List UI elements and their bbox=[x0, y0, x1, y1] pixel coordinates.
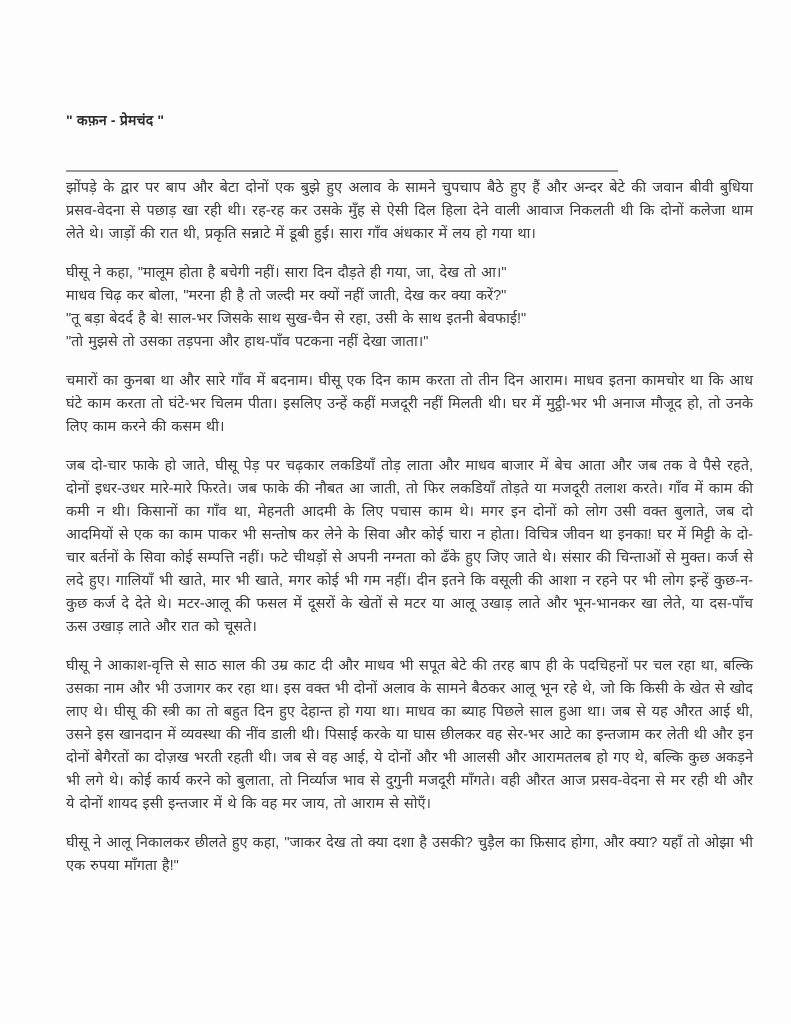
paragraph-family: घीसू ने आकाश-वृत्ति से साठ साल की उम्र काट दी और माधव भी सपूत बेटे की तरह बाप ही के पदचिहनों पर चल रहा था, बल्कि उसका नाम और भी उजागर कर रहा था। इस वक्त भी दोनों अलाव के सामने बैठकर आलू भून रहे थे, जो कि किसी के खेत से खोद लाए थे। घीसू की स्त्री का तो बहुत दिन हुए देहान्त हो गया था। माधव का ब्याह पिछले साल हुआ था। जब से यह औरत आई थी, उसने इस खानदान में व्यवस्था की नींव डाली थी। पिसाई करके या घास छीलकर वह सेर-भर आटे का इन्तजाम कर लेती थी और इन दोनों बेगैरतों का दोज़ख भरती रहती थी। जब से वह आई, ये दोनों और भी आलसी और आरामतलब हो गए थे, बल्कि कुछ अकड़ने भी लगे थे। कोई कार्य करने को बुलाता, तो निर्व्याज भाव से दुगुनी मजदूरी माँगते। वही औरत आज प्रसव-वेदना से मर रही थी और ये दोनों शायद इसी इन्तजार में थे कि वह मर जाय, तो आराम से सोएँ। bbox=[66, 658, 753, 812]
dialogue-line-1: घीसू ने कहा, "मालूम होता है बचेगी नहीं। सारा दिन दौड़ते ही गया, जा, देख तो आ।" bbox=[66, 265, 507, 281]
title-divider bbox=[66, 170, 618, 172]
paragraph-kunba: चमारों का कुनबा था और सारे गाँव में बदनाम। घीसू एक दिन काम करता तो तीन दिन आराम। माधव इतना कामचोर था कि आध घंटे काम करता तो घंटे-भर चिलम पीता। इसलिए उन्हें कहीं मजदूरी नहीं मिलती थी। घर में मुट्ठी-भर भी अनाज मौजूद हो, तो उनके लिए काम करने की कसम थी। bbox=[66, 373, 753, 435]
dialogue-line-4: "तो मुझसे तो उसका तड़पना और हाथ-पाँव पटकना नहीं देखा जाता।" bbox=[66, 334, 429, 350]
paragraph-faka: जब दो-चार फाके हो जाते, घीसू पेड़ पर चढ़कार लकडियाँ तोड़ लाता और माधव बाजार में बेच आता और जब तक वे पैसे रहते, दोनों इधर-उधर मारे-मारे फिरते। जब फाके की नौबत आ जाती, तो फिर लकडियाँ तोड़ते या मजदूरी तलाश करते। गाँव में काम की कमी न थी। किसानों का गाँव था, मेहनती आदमी के लिए पचास काम थे। मगर इन दोनों को लोग उसी वक्त बुलाते, जब दो आदमियों से एक का काम पाकर भी सन्तोष कर लेने के सिवा और कोई चारा न होता। विचित्र जीवन था इनका! घर में मिट्टी के दो-चार बर्तनों के सिवा कोई सम्पत्ति नहीं। फटे चीथड़ों से अपनी नग्नता को ढँके हुए जिए जाते थे। संसार की चिन्ताओं से मुक्त। कर्ज से लदे हुए। गालियाँ भी खाते, मार भी खाते, मगर कोई भी गम नहीं। दीन इतने कि वसूली की आशा न रहने पर भी लोग इन्हें कुछ-न-कुछ कर्ज दे देते थे। मटर-आलू की फसल में दूसरों के खेतों से मटर या आलू उखाड़ लाते और भून-भानकर खा लेते, या दस-पाँच ऊस उखाड़ लाते और रात को चूसते। bbox=[66, 458, 753, 635]
dialogue-line-2: माधव चिढ़ कर बोला, "मरना ही है तो जल्दी मर क्यों नहीं जाती, देख कर क्या करें?" bbox=[66, 288, 507, 304]
paragraph-closing: घीसू ने आलू निकालकर छीलते हुए कहा, "जाकर देख तो क्या दशा है उसकी? चुड़ैल का फ़िसाद होगा, और क्या? यहाँ तो ओझा भी एक रुपया माँगता है!" bbox=[66, 835, 753, 874]
page-title: " कफ़न - प्रेमचंद " bbox=[66, 112, 165, 128]
paragraph-intro: झोंपड़े के द्वार पर बाप और बेटा दोनों एक बुझे हुए अलाव के सामने चुपचाप बैठे हुए हैं और अन्दर बेटे की जवान बीवी बुधिया प्रसव-वेदना से पछाड़ खा रही थी। रह-रह कर उसके मुँह से ऐसी दिल हिला देने वाली आवाज निकलती थी कि दोनों कलेजा थाम लेते थे। जाड़ों की रात थी, प्रकृति सन्नाटे में डूबी हुई। सारा गाँव अंधकार में लय हो गया था। bbox=[66, 180, 753, 242]
dialogue-block bbox=[66, 262, 753, 354]
dialogue-line-3: "तू बड़ा बेदर्द है बे! साल-भर जिसके साथ सुख-चैन से रहा, उसी के साथ इतनी बेवफाई!" bbox=[66, 311, 527, 327]
